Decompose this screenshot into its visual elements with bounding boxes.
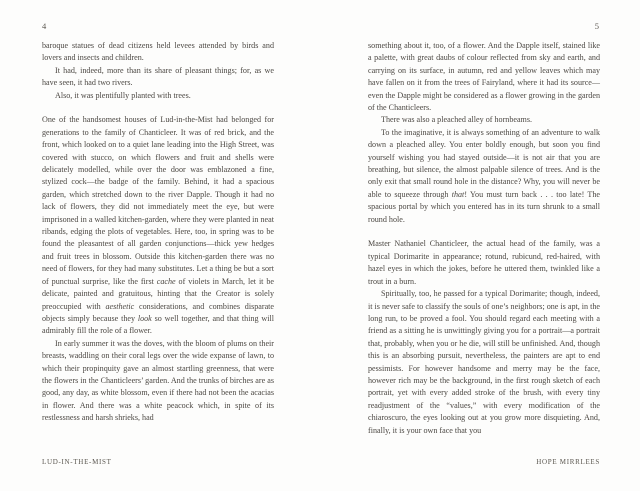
text-run: considerations, and combines disparate objects simply because they [42,301,274,323]
page-left-text [42,40,274,425]
page-number-right: 5 [594,21,599,31]
paragraph [368,40,600,114]
paragraph [42,40,274,65]
italic-text-run: aesthetic [105,301,135,311]
paragraph [368,114,600,126]
text-run: There was also a pleached alley of hornbeams. [381,115,533,125]
text-run: so well together, and that thing will admirably fill the role of a flower. [42,313,274,336]
running-footer-left: LUD-IN-THE-MIST [42,458,112,466]
italic-text-run: that [451,189,465,199]
page-left [42,0,274,491]
text-run: ! You must turn back . . . too late! The spacious portal by which you entered has in its turn shrunk to a small round hole. [368,189,600,224]
paragraph [42,90,274,102]
text-run: Master Nathaniel Chanticleer, the actual head of the family, was a typical Dorimarite in appearance; rotund, rubicund, red-haired, with hazel eyes in which the jokes, before he uttered them, twinkled like a trout in a burn. [368,239,600,286]
page-right-text [368,40,600,437]
text-run: To the imaginative, it is always something of an adventure to walk down a pleached alley. You enter boldly enough, but soon you find yourself wishing you had stayed outside—it is not air that you are breathing, but silence, the almost palpable silence of trees. And is the only exit that small round hole in the distance? Why, you will never be able to squeeze through [368,127,600,199]
italic-text-run: cache [156,276,176,286]
paragraph [42,65,274,90]
text-run: something about it, too, of a flower. And the Dapple itself, stained like a palette, with great daubs of colour reflected from sky and earth, and carrying on its surface, in autumn, red and yellow leaves which may have fallen on it from the trees of Fairyland, where it had its source—even the Dapple might be considered as a flower growing in the garden of the Chanticleers. [368,41,600,113]
text-run: In early summer it was the doves, with the bloom of plums on their breasts, waddling on their coral legs over the wide expanse of lawn, to which their propinquity gave an almost startling greenness, that were the flowers in the Chanticleers’ garden. And the trunks of birches are as good, any day, as white blossom, even if there had not been the acacias in flower. And there was a white peacock which, in spite of its restlessness and harsh shrieks, had [42,338,274,423]
text-run: Spiritually, too, he passed for a typical Dorimarite; though, indeed, it is never safe to classify the souls of one’s neighbors; one is apt, in the long run, to be proved a fool. You should regard each meeting with a friend as a sitting he is unwittingly giving you for a portrait—a portrait that, probably, when you or he die, will still be unfinished. And, though this is an absorbing pursuit, nevertheless, the painters are apt to end pessimists. For however handsome and merry may be the face, however rich may be the background, in the first rough sketch of each portrait, yet with every added stroke of the brush, with every tiny readjustment of the “values,” with every modification of the chiaroscuro, the eyes looking out at you grow more disquieting. And, finally, it is your own face that you [368,289,600,435]
running-footer-right: HOPE MIRRLEES [536,458,600,466]
paragraph [368,127,600,226]
page-right [368,0,600,491]
paragraph [368,238,600,288]
text-run: baroque statues of dead citizens held levees attended by birds and lovers and insects and children. [42,41,274,63]
paragraph [42,338,274,425]
text-run: It had, indeed, more than its share of pleasant things; for, as we have seen, it had two rivers. [42,65,274,88]
text-run: of violets in March, let it be delicate, painted and gratuitous, hinting that the Creator is solely preoccupied with [42,276,274,311]
paragraph [368,288,600,437]
paragraph [42,114,274,337]
text-run: Also, it was plentifully planted with trees. [55,90,191,100]
text-run: One of the handsomest houses of Lud-in-the-Mist had belonged for generations to the family of Chanticleer. It was of red brick, and the front, which looked on to a quiet lane leading into the High Street, was covered with stucco, on which flowers and fruit and shells were delicately modelled, while over the door was emblazoned a fine, stylized cock—the badge of the family. Behind, it had a spacious garden, which stretched down to the river Dapple. Though it had no lack of flowers, they did not immediately meet the eye, but were imprisoned in a walled kitchen-garden, where they were planted in neat ribands, edging the plots of vegetables. Here, too, in spring was to be found the pleasantest of all garden conjunctions—thick yew hedges and fruit trees in blossom. Outside this kitchen-garden there was no need of flowers, for they had many substitutes. Let a thing be but a sort of punctual surprise, like the first [42,115,274,286]
page-number-left: 4 [42,21,47,31]
italic-text-run: look [137,313,152,323]
